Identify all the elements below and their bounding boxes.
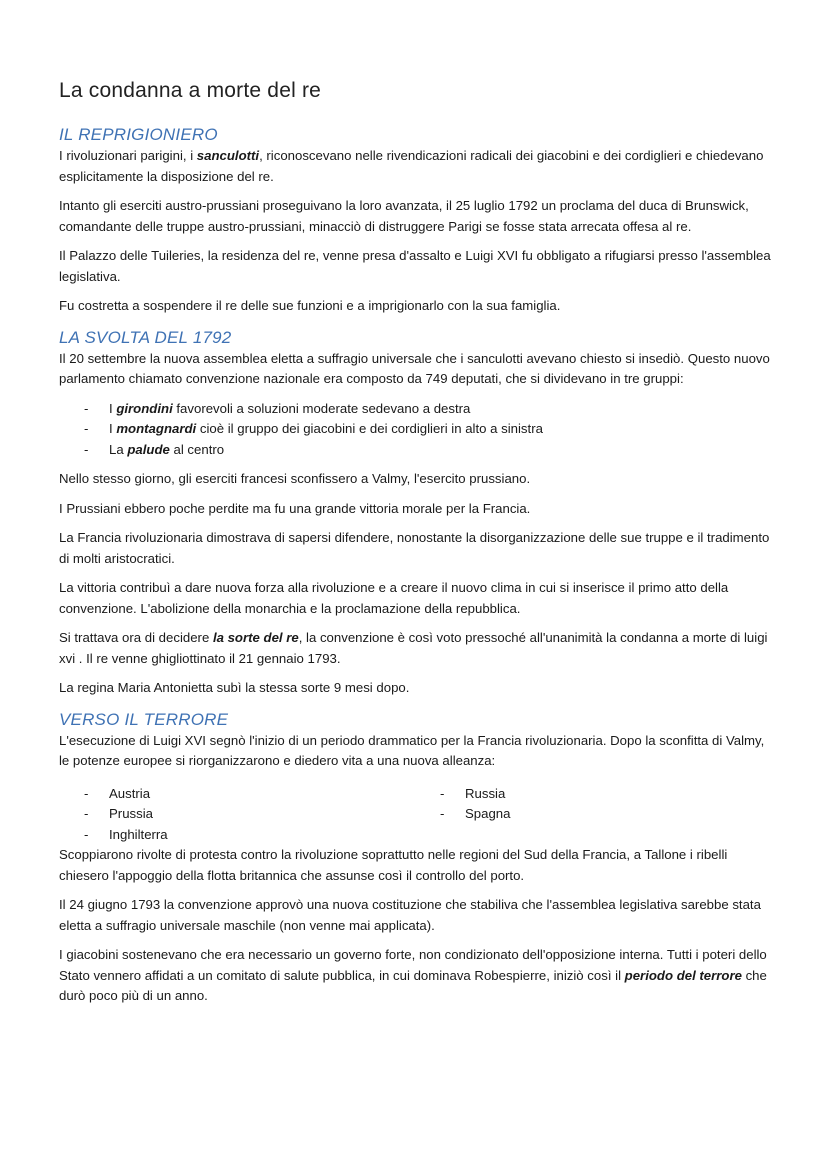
list-item: - I girondini favorevoli a soluzioni moderate sedevano a destra: [59, 399, 771, 420]
paragraph: Nello stesso giorno, gli eserciti francesi sconfissero a Valmy, l'esercito prussiano.: [59, 471, 531, 486]
groups-list: [59, 399, 771, 461]
paragraph: Il 24 giugno 1793 la convenzione approvò una nuova costituzione che stabiliva che l'assemblea legislativa sarebbe stata eletta a suffragio universale maschile (non venne mai applicata).: [59, 897, 761, 933]
emphasis: periodo del terrore: [624, 967, 742, 983]
section-heading-terrore: VERSO IL TERRORE: [59, 709, 229, 729]
document-page: [59, 78, 771, 1016]
paragraph: I giacobini sostenevano che era necessario un governo forte, non condizionato dell'opposizione interna. Tutti i poteri dello Stato vennero affidati a un comitato di salute pubblica, in cui dominava Robespierre, iniziò così il periodo del terrore che durò poco più di un anno.: [59, 947, 767, 1003]
alliance-columns: [59, 784, 771, 846]
paragraph: La vittoria contribuì a dare nuova forza alla rivoluzione e a creare il nuovo clima in cui si inserisce il primo atto della convenzione. L'abolizione della monarchia e la proclamazione della repubblica.: [59, 580, 729, 616]
paragraph: Fu costretta a sospendere il re delle sue funzioni e a imprigionarlo con la sua famiglia.: [59, 298, 561, 313]
emphasis: sanculotti: [196, 148, 260, 163]
paragraph: Scoppiarono rivolte di protesta contro la rivoluzione soprattutto nelle regioni del Sud della Francia, a Tallone i ribelli chiesero l'appoggio della flotta britannica che assunse così il controllo del porto.: [59, 847, 728, 883]
list-item: - I montagnardi cioè il gruppo dei giacobini e dei cordiglieri in alto a sinistra: [59, 419, 771, 440]
paragraph: Il 20 settembre la nuova assemblea eletta a suffragio universale che i sanculotti avevano chiesto si insediò. Questo nuovo parlamento chiamato convenzione nazionale era composto da 749 deputati, che si dividevano in tre gruppi:: [59, 350, 770, 386]
paragraph: Intanto gli eserciti austro-prussiani proseguivano la loro avanzata, il 25 luglio 1792 un proclama del duca di Brunswick, comandante delle truppe austro-prussiani, minacciò di distruggere Parigi se fosse stata arrecata offesa al re.: [59, 198, 749, 234]
paragraph: Il Palazzo delle Tuileries, la residenza del re, venne presa d'assalto e Luigi XVI fu obbligato a rifugiarsi presso l'assemblea legislativa.: [59, 248, 771, 284]
list-item: - Spagna: [415, 804, 771, 825]
list-item: - Inghilterra: [59, 825, 415, 846]
section-heading-svolta: LA SVOLTA DEL 1792: [59, 327, 232, 347]
paragraph: La regina Maria Antonietta subì la stessa sorte 9 mesi dopo.: [59, 680, 410, 695]
section-heading-reprigioniero: IL REPRIGIONIERO: [59, 125, 218, 144]
alliance-list-left: [59, 784, 415, 846]
list-item: - Russia: [415, 784, 771, 805]
list-item: - Prussia: [59, 804, 415, 825]
page-title: La condanna a morte del re: [59, 79, 322, 102]
paragraph: I rivoluzionari parigini, i sanculotti, riconoscevano nelle rivendicazioni radicali dei giacobini e dei cordiglieri e chiedevano esplicitamente la disposizione del re.: [59, 148, 764, 184]
paragraph: L'esecuzione di Luigi XVI segnò l'inizio di un periodo drammatico per la Francia rivoluzionaria. Dopo la sconfitta di Valmy, le potenze europee si riorganizzarono e diedero vita a una nuova alleanza:: [59, 732, 765, 768]
paragraph: Si trattava ora di decidere la sorte del re, la convenzione è così voto pressoché all'unanimità la condanna a morte di luigi xvi . Il re venne ghigliottinato il 21 gennaio 1793.: [59, 630, 768, 666]
list-item: - Austria: [59, 784, 415, 805]
paragraph: La Francia rivoluzionaria dimostrava di sapersi difendere, nonostante la disorganizzazione delle sue truppe e il tradimento di molti aristocratici.: [59, 530, 770, 566]
emphasis: la sorte del re: [212, 630, 299, 645]
alliance-list-right: [415, 784, 771, 846]
list-item: - La palude al centro: [59, 440, 771, 461]
paragraph: I Prussiani ebbero poche perdite ma fu una grande vittoria morale per la Francia.: [59, 500, 531, 516]
